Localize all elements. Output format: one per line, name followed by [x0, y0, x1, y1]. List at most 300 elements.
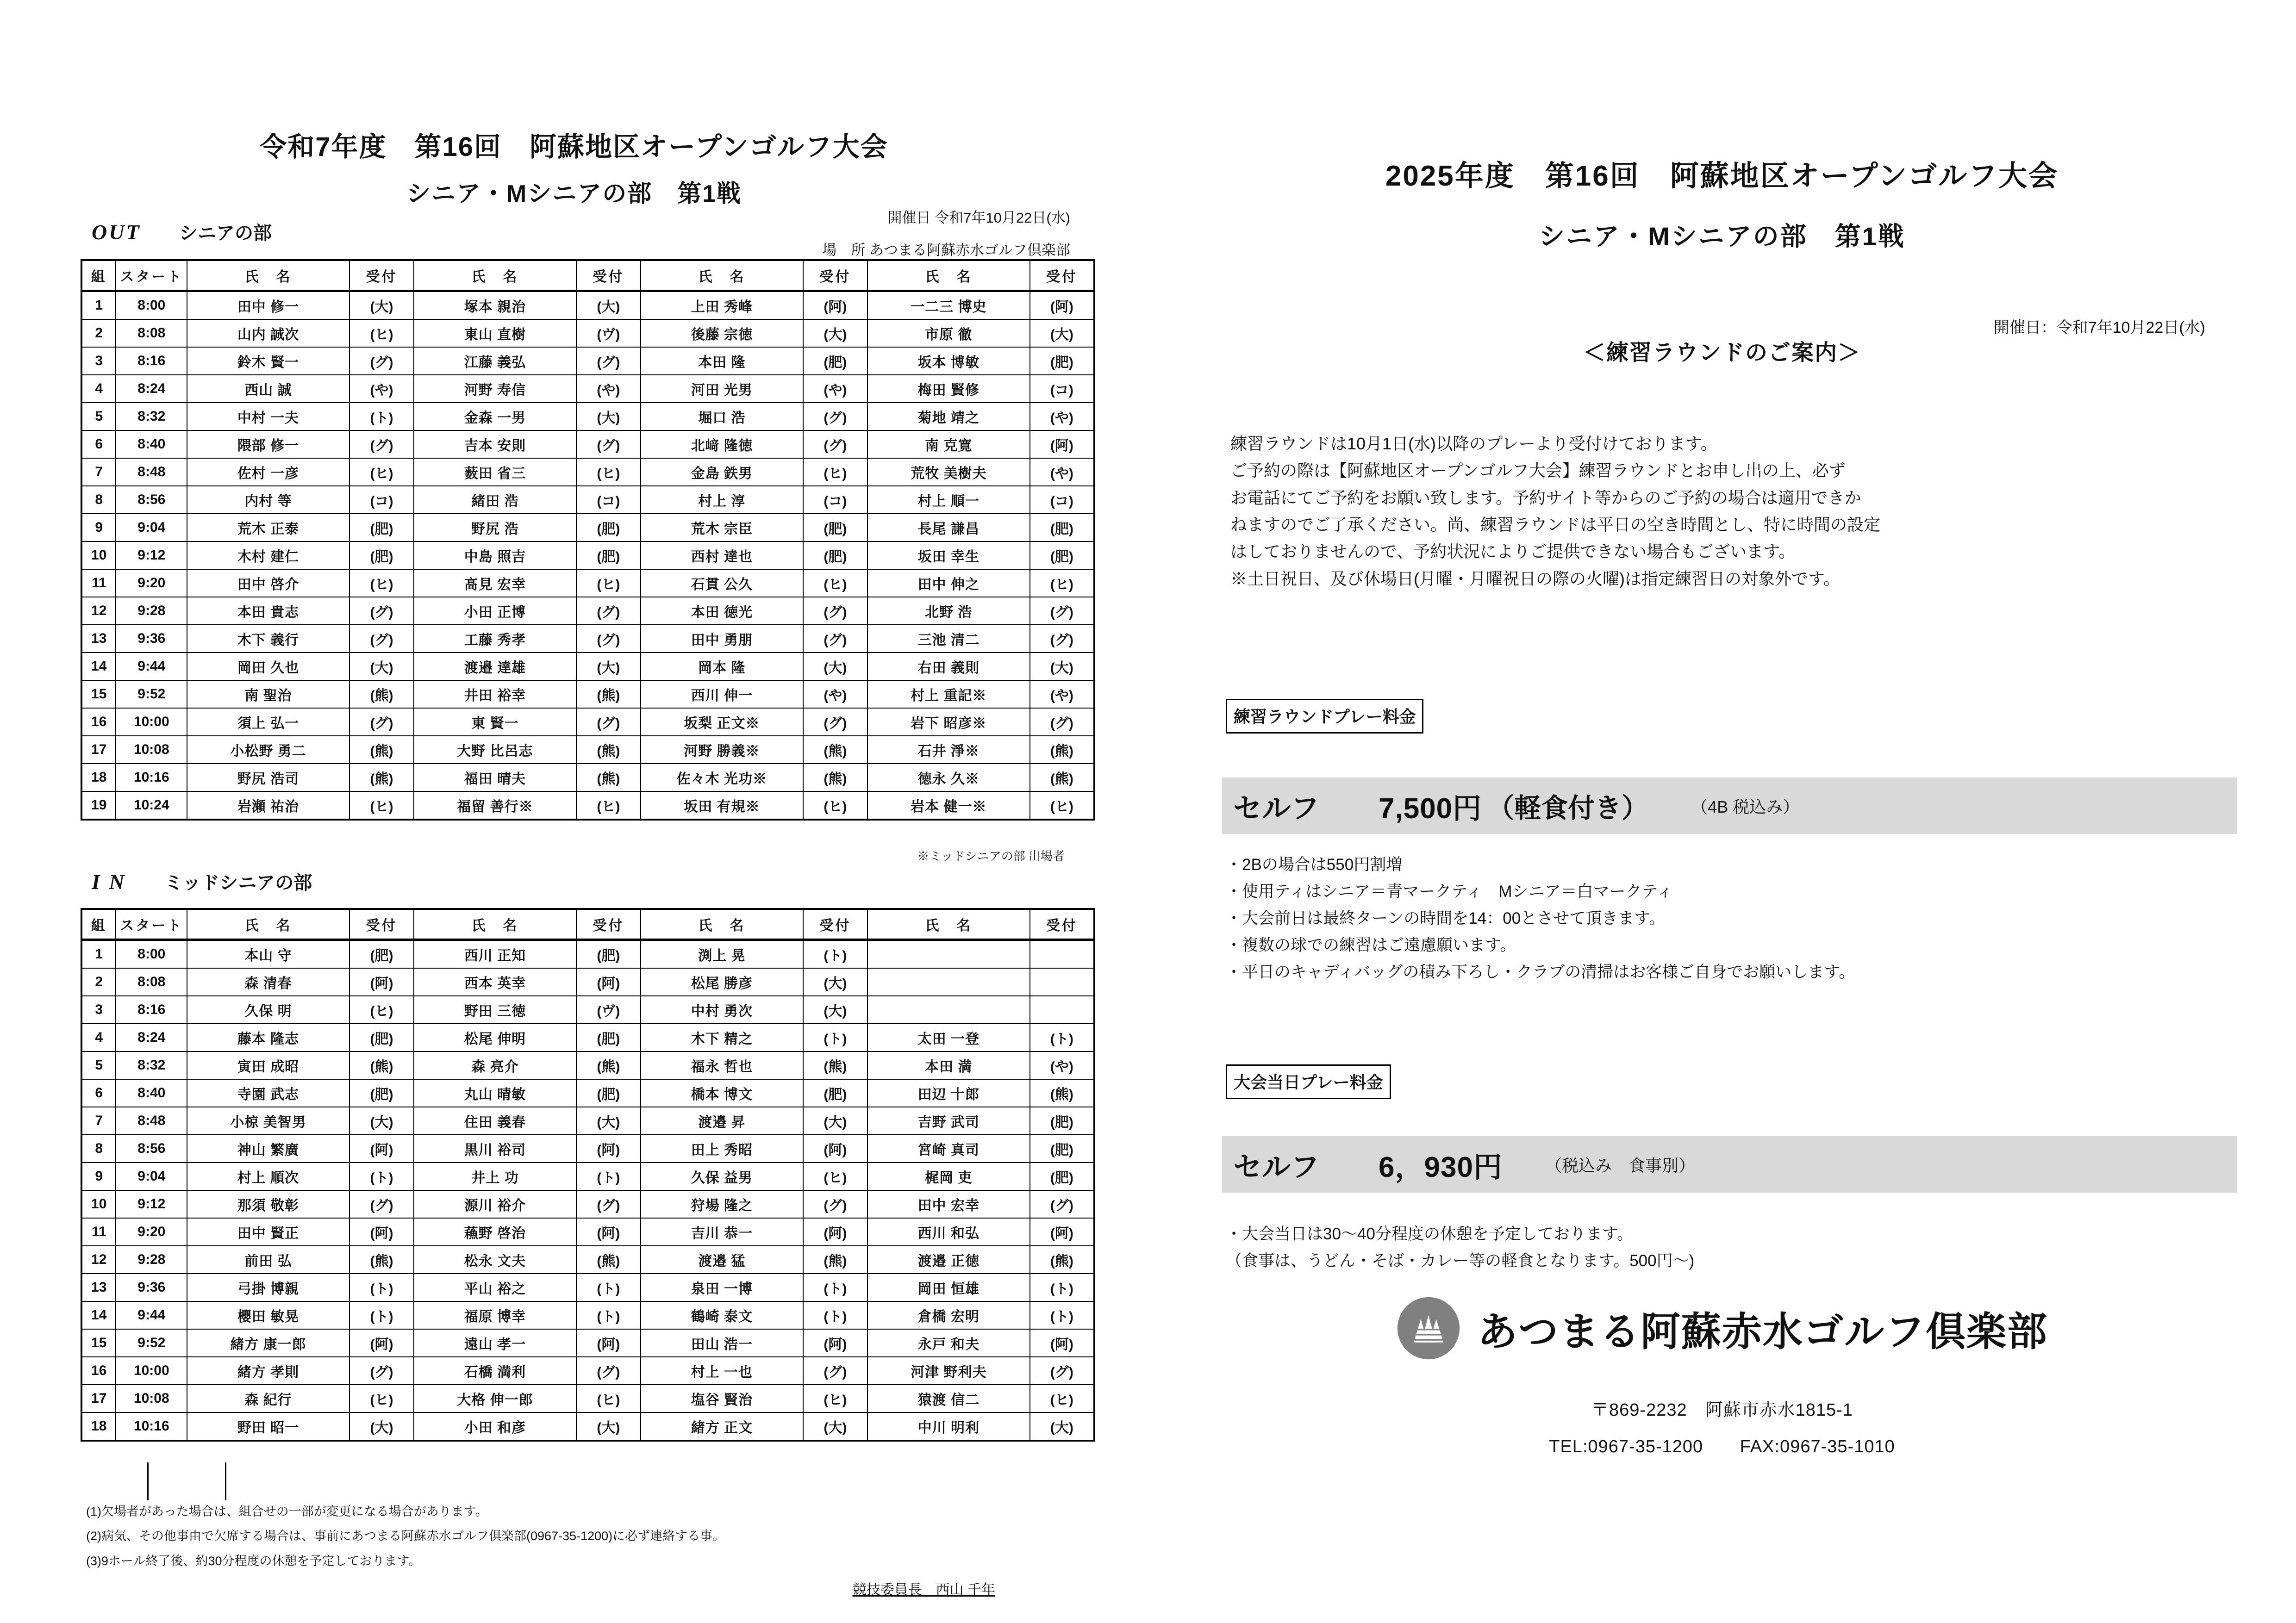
start-time: 9:28	[116, 597, 187, 625]
column-header: 受付	[576, 260, 641, 291]
player-name: 福原 博幸	[414, 1301, 576, 1329]
player-name: 黒川 裕司	[414, 1135, 576, 1163]
reception-mark: (大)	[349, 1412, 414, 1441]
player-name: 中川 明利	[867, 1412, 1030, 1441]
reception-mark: (グ)	[576, 1190, 641, 1218]
club-logo-icon	[1396, 1296, 1461, 1361]
reception-mark: (や)	[576, 375, 641, 403]
player-name: 一二三 博史	[867, 291, 1030, 320]
player-name: 田中 賢正	[187, 1218, 349, 1246]
player-name: 大格 伸一郎	[414, 1385, 576, 1412]
reception-mark: (ヒ)	[349, 1385, 414, 1412]
reception-mark: (ト)	[1030, 1301, 1094, 1329]
table-row	[81, 347, 1094, 375]
left-place: 場 所 あつまる阿蘇赤水ゴルフ倶楽部	[822, 242, 1070, 258]
reception-mark: (ヒ)	[803, 791, 867, 820]
player-name: 田中 伸之	[867, 569, 1030, 597]
reception-mark: (グ)	[576, 430, 641, 458]
player-name: 山内 誠次	[187, 319, 349, 347]
reception-mark: (熊)	[803, 764, 867, 791]
column-header: 氏 名	[187, 260, 349, 291]
reception-mark: (ヒ)	[349, 458, 414, 486]
table-row	[81, 1218, 1094, 1246]
player-name: 上田 秀峰	[641, 291, 803, 320]
reception-mark: (ヒ)	[349, 319, 414, 347]
reception-mark: (熊)	[803, 736, 867, 764]
group-number: 3	[81, 996, 116, 1024]
stub-line-right	[225, 1462, 226, 1500]
start-time: 9:52	[116, 680, 187, 708]
group-number: 17	[81, 736, 116, 764]
player-name: 梅田 賢修	[867, 375, 1030, 403]
player-name: 福永 哲也	[641, 1051, 803, 1079]
group-number: 13	[81, 1274, 116, 1301]
column-header: 組	[81, 909, 116, 940]
player-name	[867, 996, 1030, 1024]
table-row	[81, 996, 1094, 1024]
left-title-line1: 令和7年度 第16回 阿蘇地区オープンゴルフ大会	[260, 132, 888, 162]
group-number: 4	[81, 375, 116, 403]
player-name: 西山 誠	[187, 375, 349, 403]
player-name: 松尾 勝彦	[641, 968, 803, 996]
club-tel: TEL:0967-35-1200	[1549, 1437, 1703, 1456]
practice-fee-self: セルフ	[1233, 792, 1320, 825]
group-number: 11	[81, 1218, 116, 1246]
left-title-line2: シニア・Mシニアの部 第1戦	[406, 180, 742, 207]
paragraph-line: ねますのでご了承ください。尚、練習ラウンドは平日の空き時間とし、特に時間の設定	[1230, 515, 1881, 534]
player-name: 村上 重記※	[867, 680, 1030, 708]
player-name: 永戸 和夫	[867, 1329, 1030, 1357]
reception-mark: (コ)	[576, 486, 641, 514]
player-name: 森 紀行	[187, 1385, 349, 1412]
out-division-name: シニアの部	[179, 223, 272, 243]
tournament-day-fee-band	[1222, 1136, 2237, 1193]
reception-mark: (肥)	[1030, 541, 1094, 569]
reception-mark: (グ)	[576, 708, 641, 736]
player-name: 工藤 秀孝	[414, 625, 576, 653]
player-name: 田上 秀昭	[641, 1135, 803, 1163]
player-name: 村上 一也	[641, 1357, 803, 1385]
reception-mark: (グ)	[1030, 1357, 1094, 1385]
practice-round-heading: ＜練習ラウンドのご案内＞	[1583, 341, 1861, 365]
reception-mark: (熊)	[349, 680, 414, 708]
group-number: 2	[81, 968, 116, 996]
footnotes	[86, 1499, 725, 1573]
player-name: 遠山 孝一	[414, 1329, 576, 1357]
group-number: 14	[81, 1301, 116, 1329]
player-name: 佐村 一彦	[187, 458, 349, 486]
column-header: 組	[81, 260, 116, 291]
column-header: 受付	[803, 260, 867, 291]
player-name: 堀口 浩	[641, 403, 803, 430]
column-header: 氏 名	[641, 260, 803, 291]
reception-mark: (ヒ)	[576, 458, 641, 486]
reception-mark: (肥)	[1030, 1163, 1094, 1190]
right-title-line1: 2025年度 第16回 阿蘇地区オープンゴルフ大会	[1385, 160, 2059, 192]
player-name: 田辺 十郎	[867, 1079, 1030, 1107]
start-time: 10:16	[116, 1412, 187, 1441]
out-pairings-table	[81, 259, 1095, 821]
table-row	[81, 708, 1094, 736]
group-number: 8	[81, 1135, 116, 1163]
start-time: 8:32	[116, 403, 187, 430]
player-name: 前田 弘	[187, 1246, 349, 1274]
player-name: 岩下 昭彦※	[867, 708, 1030, 736]
start-time: 9:52	[116, 1329, 187, 1357]
table-row	[81, 1329, 1094, 1357]
table-row	[81, 375, 1094, 403]
reception-mark: (ヒ)	[349, 569, 414, 597]
table-row	[81, 319, 1094, 347]
club-phone-fax	[1148, 1437, 2296, 1457]
reception-mark: (大)	[803, 1107, 867, 1135]
practice-fee-suffix: （軽食付き）	[1487, 793, 1649, 823]
player-name: 河田 光男	[641, 375, 803, 403]
player-name: 村上 順次	[187, 1163, 349, 1190]
reception-mark: (グ)	[1030, 597, 1094, 625]
reception-mark: (ト)	[1030, 1274, 1094, 1301]
player-name: 藤本 隆志	[187, 1024, 349, 1051]
table-row	[81, 968, 1094, 996]
start-time: 8:32	[116, 1051, 187, 1079]
table-row	[81, 1412, 1094, 1441]
reception-mark: (肥)	[1030, 514, 1094, 541]
reception-mark: (ヒ)	[1030, 1385, 1094, 1412]
player-name: 岩本 健一※	[867, 791, 1030, 820]
player-name: 井上 功	[414, 1163, 576, 1190]
group-number: 6	[81, 430, 116, 458]
group-number: 3	[81, 347, 116, 375]
player-name: 鶴崎 泰文	[641, 1301, 803, 1329]
player-name: 橋本 博文	[641, 1079, 803, 1107]
player-name: 東 賢一	[414, 708, 576, 736]
player-name: 野尻 浩司	[187, 764, 349, 791]
column-header: 受付	[349, 260, 414, 291]
reception-mark: (グ)	[1030, 625, 1094, 653]
footnote-3: (3)9ホール終了後、約30分程度の休憩を予定しております。	[86, 1554, 421, 1568]
player-name: 金森 一男	[414, 403, 576, 430]
player-name: 田中 宏幸	[867, 1190, 1030, 1218]
start-time: 9:20	[116, 1218, 187, 1246]
reception-mark: (熊)	[576, 1051, 641, 1079]
player-name: 田山 浩一	[641, 1329, 803, 1357]
reception-mark: (ト)	[349, 1274, 414, 1301]
group-number: 18	[81, 1412, 116, 1441]
reception-mark: (肥)	[576, 940, 641, 969]
player-name: 中村 一夫	[187, 403, 349, 430]
table-row	[81, 1385, 1094, 1412]
reception-mark: (や)	[1030, 458, 1094, 486]
player-name: 木村 建仁	[187, 541, 349, 569]
start-time: 9:28	[116, 1246, 187, 1274]
reception-mark: (ト)	[349, 403, 414, 430]
footnote-1: (1)欠場者があった場合は、組合せの一部が変更になる場合があります。	[86, 1505, 488, 1518]
table-row	[81, 403, 1094, 430]
reception-mark: (大)	[1030, 319, 1094, 347]
column-header: 受付	[1030, 260, 1094, 291]
reception-mark: (大)	[576, 1107, 641, 1135]
player-name: 渕上 晃	[641, 940, 803, 969]
player-name: 本田 隆	[641, 347, 803, 375]
bullet-item: ・大会当日は30～40分程度の休憩を予定しております。	[1226, 1225, 1634, 1243]
player-name: 岡田 恒雄	[867, 1274, 1030, 1301]
player-name: 弓掛 博親	[187, 1274, 349, 1301]
group-number: 15	[81, 1329, 116, 1357]
reception-mark: (ヒ)	[803, 569, 867, 597]
start-time: 10:00	[116, 1357, 187, 1385]
player-name: 鈴木 賢一	[187, 347, 349, 375]
player-name: 隈部 修一	[187, 430, 349, 458]
reception-mark: (肥)	[349, 1079, 414, 1107]
club-branding	[1148, 1296, 2296, 1361]
start-time: 8:48	[116, 1107, 187, 1135]
group-number: 1	[81, 291, 116, 320]
column-header: スタート	[116, 909, 187, 940]
player-name: 西川 正知	[414, 940, 576, 969]
table-row	[81, 653, 1094, 680]
reception-mark: (熊)	[576, 680, 641, 708]
reception-mark: (グ)	[803, 1190, 867, 1218]
out-section-heading	[92, 218, 272, 245]
right-date: 開催日：令和7年10月22日(水)	[1993, 319, 2205, 336]
reception-mark: (熊)	[576, 764, 641, 791]
player-name: 福留 善行※	[414, 791, 576, 820]
player-name: 薮田 省三	[414, 458, 576, 486]
in-division-name: ミッドシニアの部	[164, 873, 312, 893]
column-header: 氏 名	[867, 909, 1030, 940]
reception-mark: (ト)	[349, 1163, 414, 1190]
player-name: 泉田 一博	[641, 1274, 803, 1301]
paragraph-line: お電話にてご予約をお願い致します。予約サイト等からのご予約の場合は適用できか	[1230, 488, 1861, 507]
player-name: 南 聖治	[187, 680, 349, 708]
reception-mark: (肥)	[1030, 1107, 1094, 1135]
reception-mark: (ヒ)	[576, 1385, 641, 1412]
player-name: 本田 満	[867, 1051, 1030, 1079]
player-name: 石貫 公久	[641, 569, 803, 597]
player-name: 野田 昭一	[187, 1412, 349, 1441]
reception-mark: (や)	[803, 375, 867, 403]
reception-mark: (熊)	[349, 764, 414, 791]
player-name: 久保 明	[187, 996, 349, 1024]
start-time: 8:00	[116, 291, 187, 320]
player-name: 西川 和弘	[867, 1218, 1030, 1246]
table-row	[81, 541, 1094, 569]
player-name: 井田 裕幸	[414, 680, 576, 708]
player-name: 渡邉 猛	[641, 1246, 803, 1274]
reception-mark: (大)	[803, 653, 867, 680]
group-number: 7	[81, 1107, 116, 1135]
start-time: 8:24	[116, 1024, 187, 1051]
reception-mark: (大)	[1030, 1412, 1094, 1441]
group-number: 10	[81, 541, 116, 569]
player-name: 平山 裕之	[414, 1274, 576, 1301]
table-row	[81, 625, 1094, 653]
tournament-day-bullets	[1226, 1221, 1694, 1275]
bullet-item: ・大会前日は最終ターンの時間を14：00とさせて頂きます。	[1226, 909, 1666, 928]
table-row	[81, 1190, 1094, 1218]
reception-mark: (グ)	[803, 597, 867, 625]
table-row	[81, 791, 1094, 820]
player-name: 野尻 浩	[414, 514, 576, 541]
player-name: 内村 等	[187, 486, 349, 514]
in-section-heading	[92, 868, 312, 895]
table-row	[81, 1301, 1094, 1329]
player-name: 北野 浩	[867, 597, 1030, 625]
practice-fee-label: 練習ラウンドプレー料金	[1226, 699, 1423, 734]
reception-mark: (熊)	[1030, 1079, 1094, 1107]
player-name: 石井 淨※	[867, 736, 1030, 764]
reception-mark: (阿)	[349, 1329, 414, 1357]
group-number: 10	[81, 1190, 116, 1218]
reception-mark: (阿)	[1030, 1329, 1094, 1357]
reception-mark: (熊)	[803, 1051, 867, 1079]
start-time: 8:24	[116, 375, 187, 403]
player-name: 本山 守	[187, 940, 349, 969]
club-name: あつまる阿蘇赤水ゴルフ倶楽部	[1478, 1310, 2048, 1354]
reception-mark: (大)	[576, 403, 641, 430]
table-row	[81, 1163, 1094, 1190]
reception-mark: (熊)	[349, 1246, 414, 1274]
reception-mark: (肥)	[349, 541, 414, 569]
player-name: 小椋 美智男	[187, 1107, 349, 1135]
reception-mark: (阿)	[576, 1329, 641, 1357]
group-number: 18	[81, 764, 116, 791]
table-row	[81, 736, 1094, 764]
reception-mark: (大)	[1030, 653, 1094, 680]
reception-mark: (ト)	[576, 1163, 641, 1190]
reception-mark: (コ)	[1030, 375, 1094, 403]
player-name: 木下 義行	[187, 625, 349, 653]
reception-mark: (ヒ)	[803, 458, 867, 486]
player-name: 小田 和彦	[414, 1412, 576, 1441]
table-row	[81, 430, 1094, 458]
player-name: 市原 徹	[867, 319, 1030, 347]
player-name: 田中 修一	[187, 291, 349, 320]
reception-mark: (阿)	[576, 1218, 641, 1246]
table-row	[81, 680, 1094, 708]
player-name: 久保 益男	[641, 1163, 803, 1190]
table-row	[81, 569, 1094, 597]
tournament-day-fee-label: 大会当日プレー料金	[1226, 1064, 1391, 1099]
player-name: 小田 正博	[414, 597, 576, 625]
start-time: 8:16	[116, 347, 187, 375]
table-row	[81, 764, 1094, 791]
reception-mark: (コ)	[803, 486, 867, 514]
reception-mark: (阿)	[349, 1135, 414, 1163]
in-pairings-table	[81, 908, 1095, 1442]
reception-mark: (コ)	[1030, 486, 1094, 514]
reception-mark: (肥)	[1030, 1135, 1094, 1163]
club-fax: FAX:0967-35-1010	[1740, 1437, 1895, 1456]
player-name: 渡邉 達雄	[414, 653, 576, 680]
group-number: 8	[81, 486, 116, 514]
reception-mark: (熊)	[349, 736, 414, 764]
reception-mark: (グ)	[803, 403, 867, 430]
out-label: OUT	[92, 220, 141, 244]
reception-mark: (グ)	[803, 708, 867, 736]
start-time: 9:12	[116, 541, 187, 569]
reception-mark: (熊)	[1030, 1246, 1094, 1274]
paragraph-line: 練習ラウンドは10月1日(水)以降のプレーより受付けております。	[1230, 434, 1717, 453]
player-name: 本田 徳光	[641, 597, 803, 625]
reception-mark: (熊)	[576, 1246, 641, 1274]
reception-mark: (大)	[803, 968, 867, 996]
reception-mark: (大)	[349, 1107, 414, 1135]
start-time: 9:04	[116, 514, 187, 541]
reception-mark: (肥)	[576, 1024, 641, 1051]
reception-mark: (熊)	[349, 1051, 414, 1079]
start-time: 9:12	[116, 1190, 187, 1218]
reception-mark: (肥)	[803, 514, 867, 541]
reception-mark: (ヒ)	[349, 791, 414, 820]
reception-mark: (肥)	[1030, 347, 1094, 375]
player-name: 田中 勇朋	[641, 625, 803, 653]
reception-mark: (や)	[803, 680, 867, 708]
player-name: 河津 野利夫	[867, 1357, 1030, 1385]
reception-mark: (グ)	[1030, 708, 1094, 736]
reception-mark: (ヴ)	[576, 996, 641, 1024]
group-number: 17	[81, 1385, 116, 1412]
reception-mark: (グ)	[576, 597, 641, 625]
reception-mark: (肥)	[349, 514, 414, 541]
reception-mark: (グ)	[803, 625, 867, 653]
player-name: 本田 貴志	[187, 597, 349, 625]
reception-mark: (熊)	[1030, 764, 1094, 791]
player-name: 佐々木 光功※	[641, 764, 803, 791]
reception-mark: (大)	[803, 996, 867, 1024]
club-address: 〒869-2232 阿蘇市赤水1815-1	[1591, 1400, 1853, 1420]
group-number: 13	[81, 625, 116, 653]
reception-mark: (肥)	[803, 347, 867, 375]
group-number: 15	[81, 680, 116, 708]
table-row	[81, 597, 1094, 625]
player-name: 右田 義則	[867, 653, 1030, 680]
player-name: 河野 寿信	[414, 375, 576, 403]
reception-mark: (グ)	[1030, 1190, 1094, 1218]
reception-mark: (ヒ)	[1030, 791, 1094, 820]
player-name: 蘓野 啓治	[414, 1218, 576, 1246]
bullet-item: ・平日のキャディバッグの積み下ろし・クラブの清掃はお客様ご自身でお願いします。	[1226, 963, 1855, 982]
reception-mark: (大)	[576, 653, 641, 680]
player-name: 緒田 浩	[414, 486, 576, 514]
reception-mark: (阿)	[1030, 1218, 1094, 1246]
start-time: 10:08	[116, 1385, 187, 1412]
reception-mark: (グ)	[803, 430, 867, 458]
reception-mark	[1030, 940, 1094, 969]
practice-fee-band	[1222, 777, 2237, 834]
start-time: 9:36	[116, 625, 187, 653]
column-header: 氏 名	[414, 909, 576, 940]
group-number: 7	[81, 458, 116, 486]
player-name: 江藤 義弘	[414, 347, 576, 375]
reception-mark: (や)	[1030, 680, 1094, 708]
player-name: 岡田 久也	[187, 653, 349, 680]
group-number: 5	[81, 1051, 116, 1079]
reception-mark: (や)	[1030, 403, 1094, 430]
group-number: 9	[81, 1163, 116, 1190]
player-name: 北﨑 隆徳	[641, 430, 803, 458]
reception-mark: (肥)	[576, 541, 641, 569]
reception-mark	[1030, 996, 1094, 1024]
player-name: 塩谷 賢治	[641, 1385, 803, 1412]
player-name: 吉本 安則	[414, 430, 576, 458]
group-number: 11	[81, 569, 116, 597]
player-name: 須上 弘一	[187, 708, 349, 736]
reception-mark: (ト)	[803, 1274, 867, 1301]
table-header-row	[81, 260, 1094, 291]
reception-mark: (コ)	[349, 486, 414, 514]
group-number: 9	[81, 514, 116, 541]
